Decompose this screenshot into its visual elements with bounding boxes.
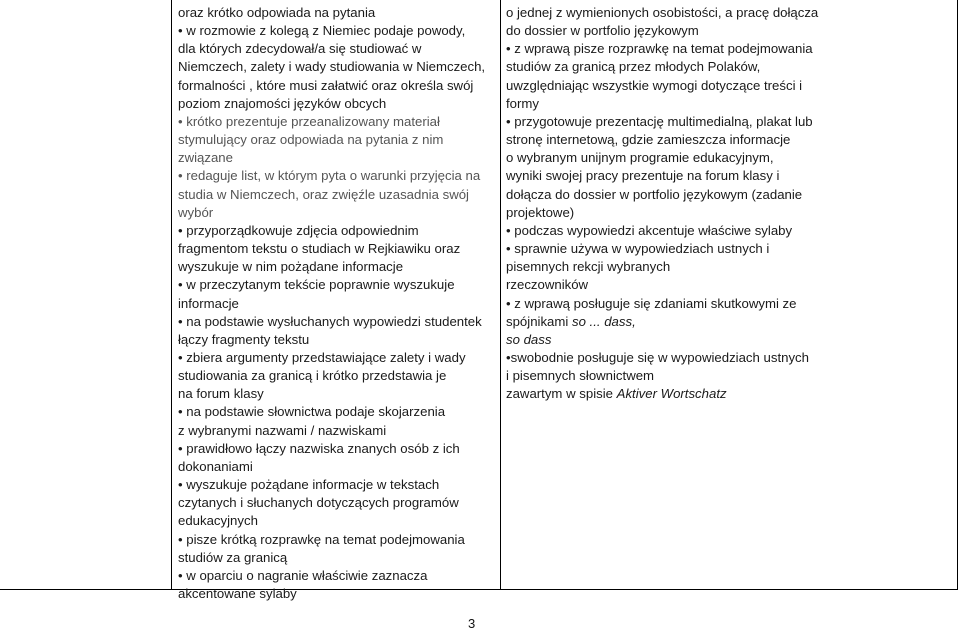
text-line: studia w Niemczech, oraz zwięźle uzasadnia swój	[178, 186, 469, 202]
text-line: • wyszukuje pożądane informacje w tekstach	[178, 477, 440, 493]
text-line: • przygotowuje prezentację multimedialną, plakat lub	[506, 113, 813, 129]
text-line: wybór	[178, 204, 214, 220]
text-line: • krótko prezentuje przeanalizowany materiał	[178, 113, 440, 129]
italic-text-run: Aktiver Wortschatz	[616, 386, 727, 402]
text-line: fragmentom tekstu o studiach w Rejkiawiku oraz	[178, 241, 461, 257]
text-line: łączy fragmenty tekstu	[178, 331, 310, 347]
text-line: o jednej z wymienionych osobistości, a pracę dołącza	[506, 5, 819, 20]
text-line: • na podstawie wysłuchanych wypowiedzi studentek	[178, 313, 482, 329]
text-line: wyszukuje w nim pożądane informacje	[178, 259, 404, 275]
text-line: • przyporządkowuje zdjęcia odpowiednim	[178, 222, 419, 238]
text-line: formy	[506, 95, 539, 111]
table-border-left	[171, 0, 172, 590]
text-line: rzeczowników	[506, 277, 589, 293]
text-line: wyniki swojej pracy prezentuje na forum klasy i	[506, 168, 780, 184]
text-line: • w przeczytanym tekście poprawnie wyszukuje	[178, 277, 455, 293]
text-line: z wybranymi nazwami / nazwiskami	[178, 422, 387, 438]
left-column-cell	[178, 4, 496, 603]
text-run: zawartym w spisie	[506, 386, 617, 402]
text-line	[506, 385, 952, 403]
text-line: so dass	[506, 331, 552, 347]
text-line: • zbiera argumenty przedstawiające zalety i wady	[178, 349, 466, 365]
text-line: stronę internetową, gdzie zamieszcza informacje	[506, 132, 791, 148]
text-line	[506, 313, 952, 331]
text-line: • prawidłowo łączy nazwiska znanych osób z ich	[178, 440, 460, 456]
right-column-cell	[506, 4, 952, 403]
text-line: i pisemnych słownictwem	[506, 368, 655, 384]
italic-text-run: so ... dass,	[571, 313, 636, 329]
text-line: • podczas wypowiedzi akcentuje właściwe sylaby	[506, 222, 793, 238]
text-line: związane	[178, 150, 233, 166]
text-line: •swobodnie posługuje się w wypowiedziach ustnych	[506, 349, 809, 365]
text-line: do dossier w portfolio językowym	[506, 23, 699, 39]
text-line: oraz krótko odpowiada na pytania	[178, 5, 376, 20]
text-line: formalności , które musi załatwić oraz określa swój	[178, 77, 474, 93]
text-line: Niemczech, zalety i wady studiowania w Niemczech,	[178, 59, 486, 75]
text-line: dla których zdecydował/a się studiować w	[178, 41, 422, 57]
text-line: • w oparciu o nagranie właściwie zaznacza	[178, 567, 428, 583]
text-line: • pisze krótką rozprawkę na temat podejmowania	[178, 531, 465, 547]
text-line: stymulujący oraz odpowiada na pytania z nim	[178, 132, 444, 148]
text-line: studiów za granicą	[178, 549, 288, 565]
text-line: studiowania za granicą i krótko przedstawia je	[178, 368, 447, 384]
text-line: na forum klasy	[178, 386, 264, 402]
text-line: akcentowane sylaby	[178, 586, 297, 601]
text-line: studiów za granicą przez młodych Polaków,	[506, 59, 761, 75]
text-line: • w rozmowie z kolegą z Niemiec podaje powody,	[178, 23, 466, 39]
text-line: dołącza do dossier w portfolio językowym (zadanie	[506, 186, 803, 202]
text-line: pisemnych rekcji wybranych	[506, 259, 671, 275]
page-number: 3	[468, 616, 476, 631]
text-run: spójnikami	[506, 313, 572, 329]
text-line: czytanych i słuchanych dotyczących programów	[178, 495, 459, 511]
text-line: • z wprawą pisze rozprawkę na temat podejmowania	[506, 41, 813, 57]
text-line: dokonaniami	[178, 458, 253, 474]
text-line: uwzględniając wszystkie wymogi dotyczące treści i	[506, 77, 803, 93]
table-border-middle	[500, 0, 501, 590]
text-line: • redaguje list, w którym pyta o warunki przyjęcia na	[178, 168, 481, 184]
table-border-right	[957, 0, 958, 590]
text-line: • sprawnie używa w wypowiedziach ustnych i	[506, 241, 770, 257]
text-line: projektowe)	[506, 204, 575, 220]
text-line: • na podstawie słownictwa podaje skojarzenia	[178, 404, 446, 420]
text-line: edukacyjnych	[178, 513, 258, 529]
text-line: o wybranym unijnym programie edukacyjnym,	[506, 150, 774, 166]
text-line: • z wprawą posługuje się zdaniami skutkowymi ze	[506, 295, 797, 311]
text-line: informacje	[178, 295, 239, 311]
text-line: poziom znajomości języków obcych	[178, 95, 387, 111]
